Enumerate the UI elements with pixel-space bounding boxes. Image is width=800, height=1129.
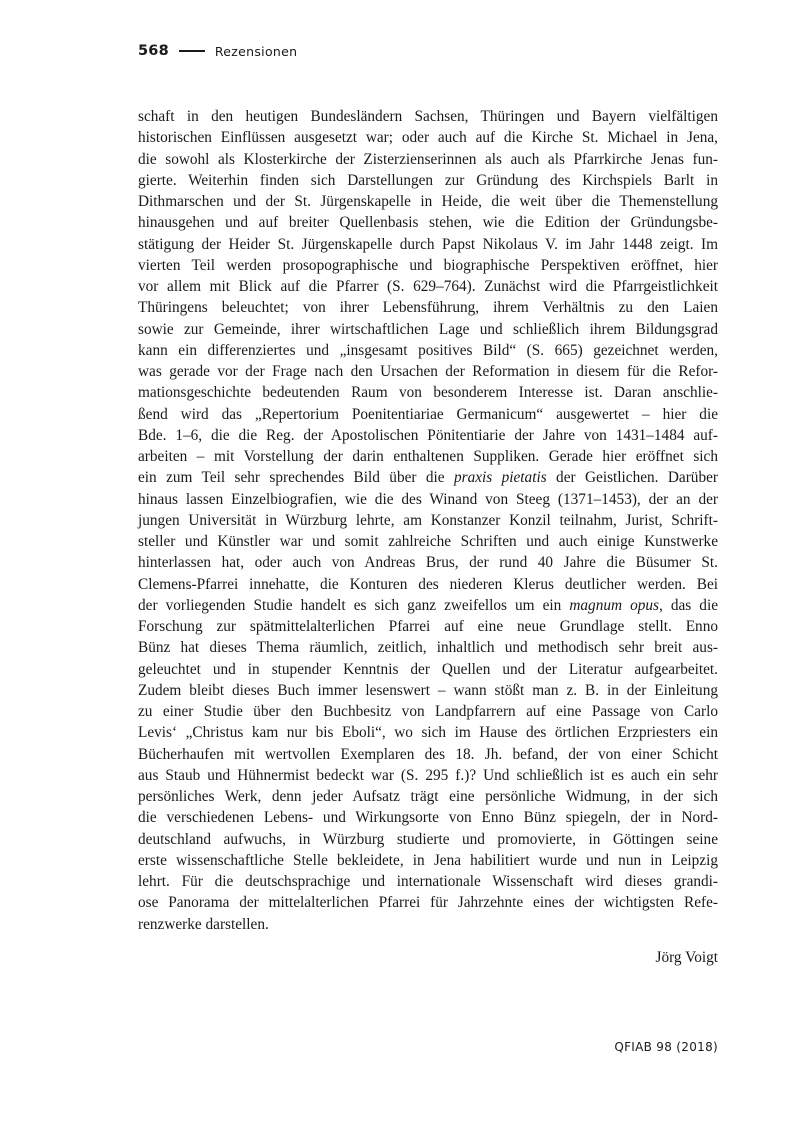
- text-line: Levis‘ „Christus kam nur bis Eboli“, wo sich im Hause des örtlichen Erzpriesters ein: [138, 724, 718, 742]
- italic-term: praxis pietatis: [453, 469, 547, 487]
- text-line: stätigung der Heider St. Jürgenskapelle durch Papst Nikolaus V. im Jahr 1448 zeigt. Im: [138, 235, 718, 253]
- text-line: Bde. 1–6, die die Reg. der Apostolischen Pönitentiarie der Jahre von 1431–1484 auf-: [138, 426, 718, 444]
- page-number: 568: [138, 43, 169, 59]
- text-line: Dithmarschen und der St. Jürgenskapelle in Heide, die weit über die Themenstellung: [138, 193, 718, 210]
- text-line: deutschland aufwuchs, in Würzburg studierte und promovierte, in Göttingen seine: [138, 830, 718, 848]
- text-line: was gerade vor der Frage nach den Ursachen der Reformation in diesem für die Refor-: [138, 363, 718, 380]
- text-line: Clemens-Pfarrei innehatte, die Konturen des niederen Klerus deutlicher werden. Bei: [138, 575, 718, 593]
- running-header: [138, 43, 297, 59]
- text-line: geleuchtet und in stupender Kenntnis der Quellen und der Literatur aufgearbeitet.: [138, 660, 718, 678]
- text-line: ein zum Teil sehr sprechendes Bild über die praxis pietatis der Geistlichen. Darüber: [138, 469, 718, 487]
- text-line: renzwerke darstellen.: [138, 915, 269, 933]
- text-line: die verschiedenen Lebens- und Wirkungsorte von Enno Bünz spiegeln, der in Nord-: [138, 809, 718, 827]
- text-line: mationsgeschichte bedeutenden Raum von besonderem Interesse ist. Daran anschlie-: [138, 384, 718, 402]
- text-line: die sowohl als Klosterkirche der Zisterzienserinnen als auch als Pfarrkirche Jenas fun-: [138, 150, 718, 168]
- text-line: sowie zur Gemeinde, ihrer wirtschaftlichen Lage und schließlich ihrem Bildungsgrad: [138, 320, 718, 338]
- text-line: hinterlassen hat, oder auch von Andreas Brus, der rund 40 Jahre die Büsumer St.: [138, 554, 718, 572]
- text-line: hinaus lassen Einzelbiografien, wie die des Winand von Steeg (1371–1453), der an der: [138, 490, 718, 508]
- author-signature: Jörg Voigt: [655, 949, 718, 966]
- text-line: historischen Einflüssen ausgesetzt war; oder auch auf die Kirche St. Michael in Jena,: [138, 129, 718, 147]
- text-line: der vorliegenden Studie handelt es sich ganz zweifellos um ein magnum opus, das die: [138, 596, 718, 614]
- text-line: Zudem bleibt dieses Buch immer lesenswert – wann stößt man z. B. in der Einleitung: [138, 681, 718, 699]
- text-line: vor allem mit Blick auf die Pfarrer (S. 629–764). Zunächst wird die Pfarrgeistlichkeit: [138, 278, 718, 295]
- text-line: Thüringens beleuchtet; von ihrer Lebensführung, ihrem Verhältnis zu den Laien: [138, 299, 718, 317]
- text-line: Bünz hat dieses Thema räumlich, zeitlich, inhaltlich und methodisch sehr breit aus-: [138, 639, 718, 657]
- text-line: zu einer Studie über den Buchbesitz von Landpfarrern auf eine Passage von Carlo: [138, 703, 718, 720]
- text-line: Bücherhaufen mit wertvollen Exemplaren des 18. Jh. befand, der von einer Schicht: [138, 745, 718, 763]
- text-line: hinausgehen und auf breiter Quellenbasis stehen, wie die Edition der Gründungsbe-: [138, 214, 718, 232]
- text-line: gierte. Weiterhin finden sich Darstellungen zur Gründung des Kirchspiels Barlt in: [138, 171, 718, 189]
- text-line: erste wissenschaftliche Stelle bekleidete, in Jena habilitiert wurde und nun in Leipzig: [138, 851, 718, 869]
- text-line: ßend wird das „Repertorium Poenitentiariae Germanicum“ ausgewertet – hier die: [138, 405, 718, 423]
- italic-term: magnum opus: [569, 596, 659, 614]
- text-line: lehrt. Für die deutschsprachige und internationale Wissenschaft wird dieses grandi-: [138, 873, 718, 890]
- journal-footer: QFIAB 98 (2018): [614, 1040, 718, 1054]
- text-line: Forschung zur spätmittelalterlichen Pfarrei auf eine neue Grundlage stellt. Enno: [138, 618, 718, 635]
- text-line: aus Staub und Hühnermist bedeckt war (S. 295 f.)? Und schließlich ist es auch ein sehr: [138, 766, 718, 784]
- text-line: arbeiten – mit Vorstellung der darin enthaltenen Suppliken. Gerade hier eröffnet sich: [138, 448, 718, 465]
- text-line: ose Panorama der mittelalterlichen Pfarrei für Jahrzehnte eines der wichtigsten Refe-: [138, 894, 718, 912]
- text-line: schaft in den heutigen Bundesländern Sachsen, Thüringen und Bayern vielfältigen: [138, 108, 718, 125]
- review-body-text: [138, 106, 718, 935]
- text-line: steller und Künstler war und somit zahlreiche Schriften und auch einige Kunstwerke: [138, 533, 718, 550]
- header-rule: [179, 50, 205, 52]
- section-title: Rezensionen: [214, 43, 298, 59]
- text-line: kann ein differenziertes und „insgesamt positives Bild“ (S. 665) gezeichnet werden,: [138, 341, 718, 359]
- text-line: jungen Universität in Würzburg lehrte, am Konstanzer Konzil teilnahm, Jurist, Schrift-: [138, 511, 718, 529]
- text-line: persönliches Werk, denn jeder Aufsatz trägt eine persönliche Widmung, in der sich: [138, 788, 718, 805]
- text-line: vierten Teil werden prosopographische und biographische Perspektiven eröffnet, hier: [138, 256, 718, 274]
